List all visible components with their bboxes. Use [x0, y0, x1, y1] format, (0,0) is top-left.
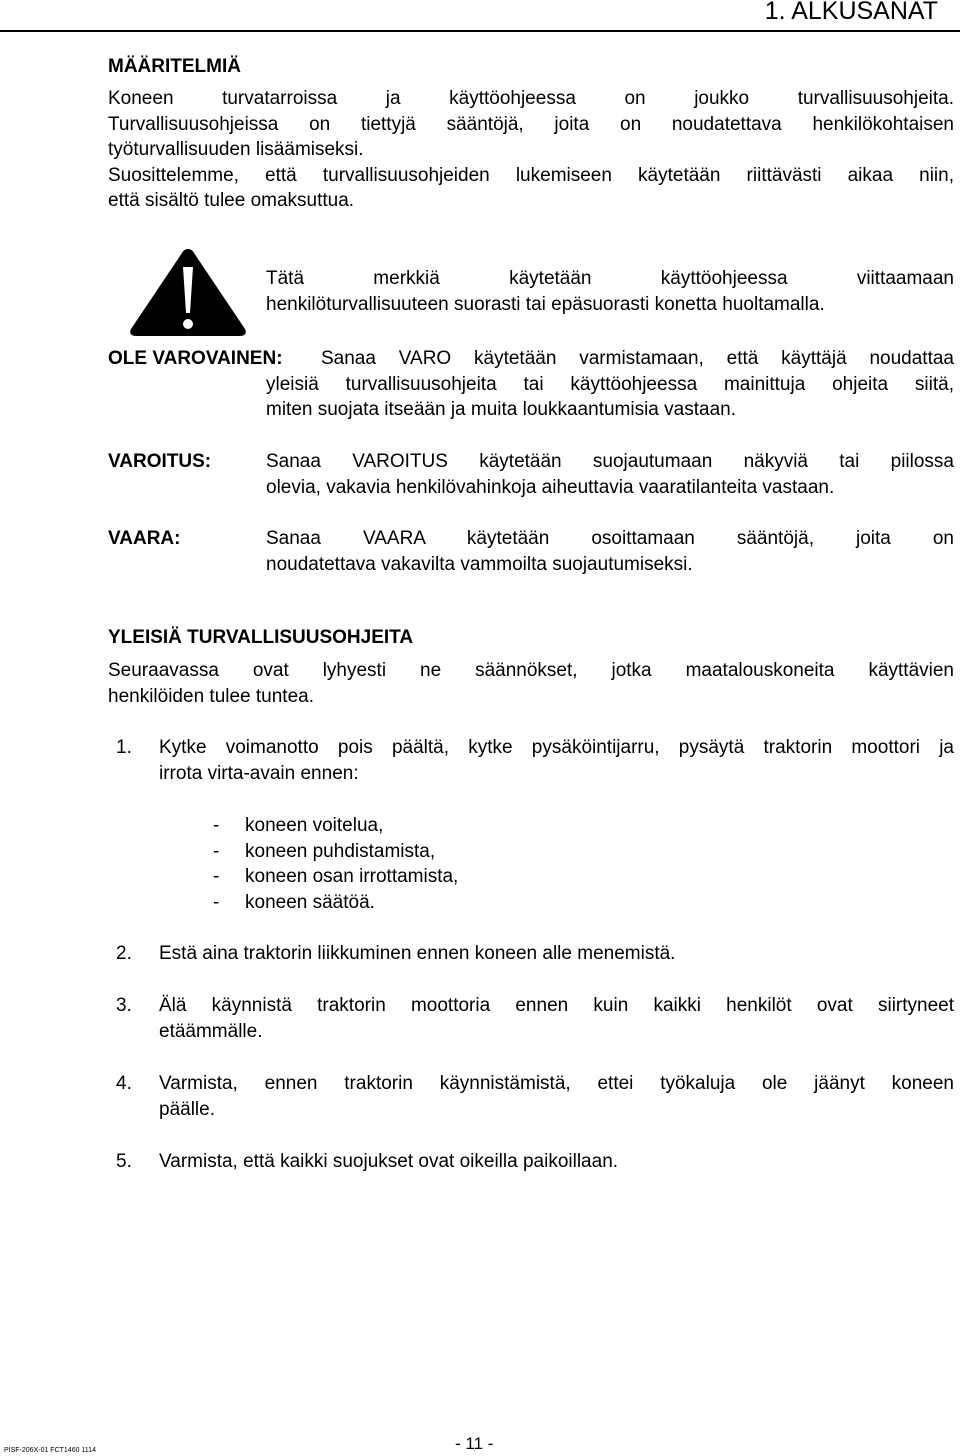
header-rule [0, 30, 960, 32]
intro-line: että sisältö tulee omaksuttua. [108, 190, 355, 211]
general-heading: YLEISIÄ TURVALLISUUSOHJEITA [108, 627, 414, 648]
list-item-number: 5. [116, 1151, 132, 1172]
general-intro [108, 658, 954, 709]
warning-sign-line: henkilöturvallisuuteen suorasti tai epäsuorasti konetta huoltamalla. [266, 293, 825, 315]
list-item-line: päälle. [159, 1098, 215, 1120]
list-item [159, 1149, 954, 1175]
term-body [266, 526, 954, 577]
term-text-line: olevia, vakavia henkilövahinkoja aiheuttavia vaaratilanteita vastaan. [266, 476, 835, 498]
sub-item-text: koneen säätöä. [245, 891, 375, 913]
list-item-line: Estä aina traktorin liikkuminen ennen koneen alle menemistä. [159, 943, 676, 964]
page-number: - 11 - [455, 1434, 494, 1453]
definitions-intro [108, 86, 954, 214]
list-item-line: Varmista, että kaikki suojukset ovat oikeilla paikoillaan. [159, 1151, 619, 1172]
intro-line: Suosittelemme, että turvallisuusohjeiden lukemiseen käytetään riittävästi aikaa niin, [108, 164, 954, 186]
intro-line: Turvallisuusohjeissa on tiettyjä sääntöjä, joita on noudatettava henkilökohtaisen [108, 113, 954, 135]
sub-list-item [213, 813, 813, 839]
term-body [266, 449, 954, 500]
term-text-line: yleisiä turvallisuusohjeita tai käyttöohjeessa mainittuja ohjeita siitä, [266, 373, 954, 395]
term-text-line: Sanaa VAROITUS käytetään suojautumaan näkyviä tai piilossa [266, 451, 954, 472]
intro-line: Koneen turvatarroissa ja käyttöohjeessa on joukko turvallisuusohjeita. [108, 88, 954, 109]
general-intro-line: Seuraavassa ovat lyhyesti ne säännökset, jotka maatalouskoneita käyttävien [108, 660, 954, 681]
dash: - [213, 891, 220, 913]
term-label: VAROITUS: [108, 451, 212, 472]
dash: - [213, 866, 220, 887]
sub-list [213, 813, 813, 915]
general-intro-line: henkilöiden tulee tuntea. [108, 685, 314, 707]
term-text-line: miten suojata itseään ja muita loukkaantumisia vastaan. [266, 399, 736, 420]
list-item-number: 2. [116, 943, 132, 964]
intro-line: työturvallisuuden lisäämiseksi. [108, 139, 364, 160]
list-item-line: Kytke voimanotto pois päältä, kytke pysäköintijarru, pysäytä traktorin moottori ja [159, 737, 954, 758]
list-item-number: 3. [116, 995, 132, 1016]
list-item [159, 735, 954, 786]
term-text-line: noudatettava vakavilta vammoilta suojautumiseksi. [266, 553, 693, 575]
sub-item-text: koneen osan irrottamista, [245, 866, 459, 887]
list-item-number: 1. [116, 737, 132, 758]
list-item [159, 993, 954, 1044]
sub-list-item [213, 864, 813, 890]
list-item [159, 941, 954, 967]
dash: - [213, 815, 220, 836]
warning-sign-text [266, 266, 954, 317]
list-item-number: 4. [116, 1073, 132, 1094]
term-text-line: Sanaa VARO käytetään varmistamaan, että käyttäjä noudattaa [321, 348, 954, 369]
term-line [321, 346, 954, 372]
list-item-line: Älä käynnistä traktorin moottoria ennen kuin kaikki henkilöt ovat siirtyneet [159, 995, 954, 1016]
term-text-line: Sanaa VAARA käytetään osoittamaan sääntöjä, joita on [266, 528, 954, 549]
sub-list-item [213, 890, 813, 916]
sub-list-item [213, 839, 813, 865]
dash: - [213, 840, 220, 862]
term-body [266, 372, 954, 423]
doc-code: PISF-206X-01 FCT1460 1114 [4, 1447, 96, 1454]
list-item [159, 1071, 954, 1122]
section-title: 1. ALKUSANAT [764, 0, 938, 25]
list-item-line: etäämmälle. [159, 1020, 263, 1042]
term-label: VAARA: [108, 528, 181, 549]
sub-item-text: koneen voitelua, [245, 815, 384, 836]
warning-sign-line: Tätä merkkiä käytetään käyttöohjeessa viittaamaan [266, 268, 954, 289]
sub-item-text: koneen puhdistamista, [245, 840, 436, 862]
list-item-line: irrota virta-avain ennen: [159, 762, 359, 784]
definitions-heading: MÄÄRITELMIÄ [108, 56, 241, 77]
term-label: OLE VAROVAINEN: [108, 348, 283, 369]
warning-triangle-icon [128, 245, 248, 337]
list-item-line: Varmista, ennen traktorin käynnistämistä, ettei työkaluja ole jäänyt koneen [159, 1073, 954, 1094]
